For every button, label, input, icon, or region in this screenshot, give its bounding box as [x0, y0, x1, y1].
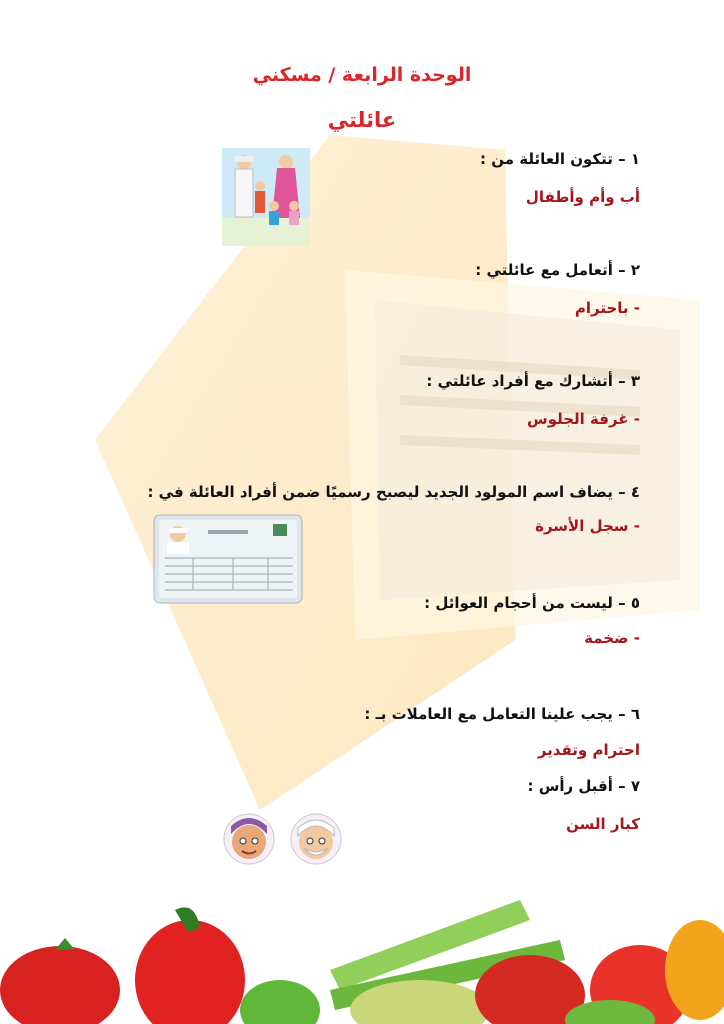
unit-title: الوحدة الرابعة / مسكني [252, 64, 472, 86]
answer-3: - غرفة الجلوس [527, 410, 640, 428]
vegetables-border [0, 880, 724, 1024]
elders-illustration [222, 812, 344, 866]
answer-2: - باحترام [574, 299, 640, 317]
answer-1: أب وأم وأطفال [525, 188, 640, 206]
question-3: ٣ – أتشارك مع أفراد عائلتي : [426, 372, 640, 390]
family-record-card [153, 514, 303, 604]
answer-4: - سجل الأسرة [535, 517, 640, 535]
question-5: ٥ – ليست من أحجام العوائل : [424, 594, 640, 612]
question-4: ٤ – يضاف اسم المولود الجديد ليصبح رسميًا ضمن أفراد العائلة في : [147, 483, 640, 501]
question-2: ٢ – أتعامل مع عائلتي : [475, 261, 640, 279]
question-6: ٦ – يجب علينا التعامل مع العاملات بـ : [364, 705, 640, 723]
answer-5: - ضخمة [584, 629, 640, 647]
question-1: ١ – تتكون العائلة من : [480, 150, 640, 168]
lesson-title: عائلتي [327, 108, 397, 132]
answer-7: كبار السن [566, 815, 640, 833]
family-illustration [222, 148, 310, 246]
answer-6: احترام وتقدير [537, 741, 640, 759]
question-7: ٧ – أقبل رأس : [527, 777, 640, 795]
